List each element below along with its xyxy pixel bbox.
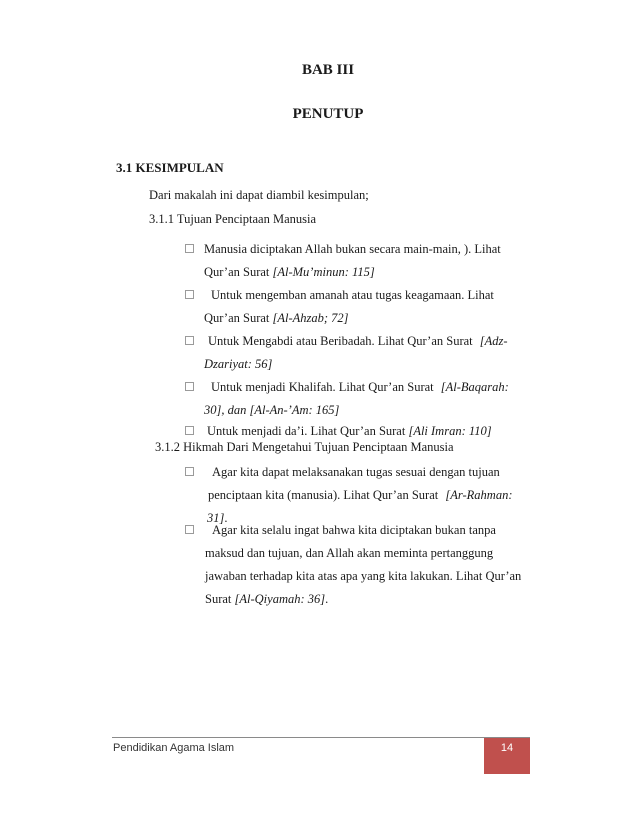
section-intro: Dari makalah ini dapat diambil kesimpulan; [149, 188, 369, 202]
chapter-label: BAB III [301, 62, 355, 78]
section-heading: 3.1 KESIMPULAN [116, 160, 224, 175]
item-line [207, 461, 530, 484]
item-line [205, 542, 530, 565]
item-line [204, 238, 530, 261]
item-line [204, 399, 530, 422]
subsection-heading-2: 3.1.2 Hikmah Dari Mengetahui Tujuan Penciptaan Manusia [155, 440, 454, 454]
item-line [205, 519, 530, 542]
item-text: penciptaan kita (manusia). Lihat Qur’an Surat [208, 488, 442, 502]
footer-rule [112, 737, 530, 738]
item-text: Agar kita dapat melaksanakan tugas sesuai dengan tujuan [212, 465, 500, 479]
item-text: Manusia diciptakan Allah bukan secara main-main, ). Lihat [204, 242, 501, 256]
list-item [204, 376, 530, 422]
bullet-icon [185, 244, 194, 253]
item-line [204, 330, 530, 353]
item-text: jawaban terhadap kita atas apa yang kita lakukan. Lihat Qur’an [205, 569, 522, 583]
item-text: Untuk mengemban amanah atau tugas keagamaan. Lihat [211, 288, 494, 302]
quran-reference: [Ali Imran: 110] [408, 424, 492, 438]
bullet-icon [185, 382, 194, 391]
item-line [205, 588, 530, 611]
quran-reference: [Adz- [479, 334, 508, 348]
item-text: Untuk menjadi da’i. Lihat Qur’an Surat [207, 424, 409, 438]
item-text: . [224, 511, 228, 525]
item-line [204, 353, 530, 376]
item-text: Qur’an Surat [204, 311, 273, 325]
page-title: PENUTUP [292, 106, 364, 122]
item-text: . [325, 592, 329, 606]
list-item [204, 284, 530, 330]
item-text: Surat [205, 592, 235, 606]
quran-reference: 30], dan [Al-An-’Am: 165] [204, 403, 340, 417]
bullet-icon [185, 426, 194, 435]
bullet-icon [185, 290, 194, 299]
item-text: Agar kita selalu ingat bahwa kita diciptakan bukan tanpa [212, 523, 496, 537]
page-number: 14 [500, 742, 514, 754]
quran-reference: [Ar-Rahman: [445, 488, 513, 502]
list-item [205, 519, 530, 611]
quran-reference: [Al-Baqarah: [440, 380, 509, 394]
item-text: maksud dan tujuan, dan Allah akan meminta pertanggung [205, 546, 494, 560]
page-number-badge [484, 738, 530, 774]
item-line [204, 261, 530, 284]
item-line [204, 284, 530, 307]
bullet-icon [185, 525, 194, 534]
bullet-icon [185, 467, 194, 476]
item-line [207, 484, 530, 507]
item-text: Untuk menjadi Khalifah. Lihat Qur’an Surat [211, 380, 437, 394]
item-text: Untuk Mengabdi atau Beribadah. Lihat Qur’an Surat [208, 334, 476, 348]
item-line [205, 565, 530, 588]
item-line [204, 376, 530, 399]
list-item [204, 330, 530, 376]
item-text: Qur’an Surat [204, 265, 273, 279]
item-line [204, 307, 530, 330]
quran-reference: Dzariyat: 56] [204, 357, 273, 371]
bullet-icon [185, 336, 194, 345]
list-item [204, 238, 530, 284]
quran-reference: 31] [207, 511, 225, 525]
quran-reference: [Al-Qiyamah: 36] [234, 592, 326, 606]
footer-title: Pendidikan Agama Islam [113, 742, 235, 754]
subsection-heading-1: 3.1.1 Tujuan Penciptaan Manusia [149, 212, 317, 226]
quran-reference: [Al-Ahzab; 72] [272, 311, 349, 325]
quran-reference: [Al-Mu’minun: 115] [272, 265, 375, 279]
